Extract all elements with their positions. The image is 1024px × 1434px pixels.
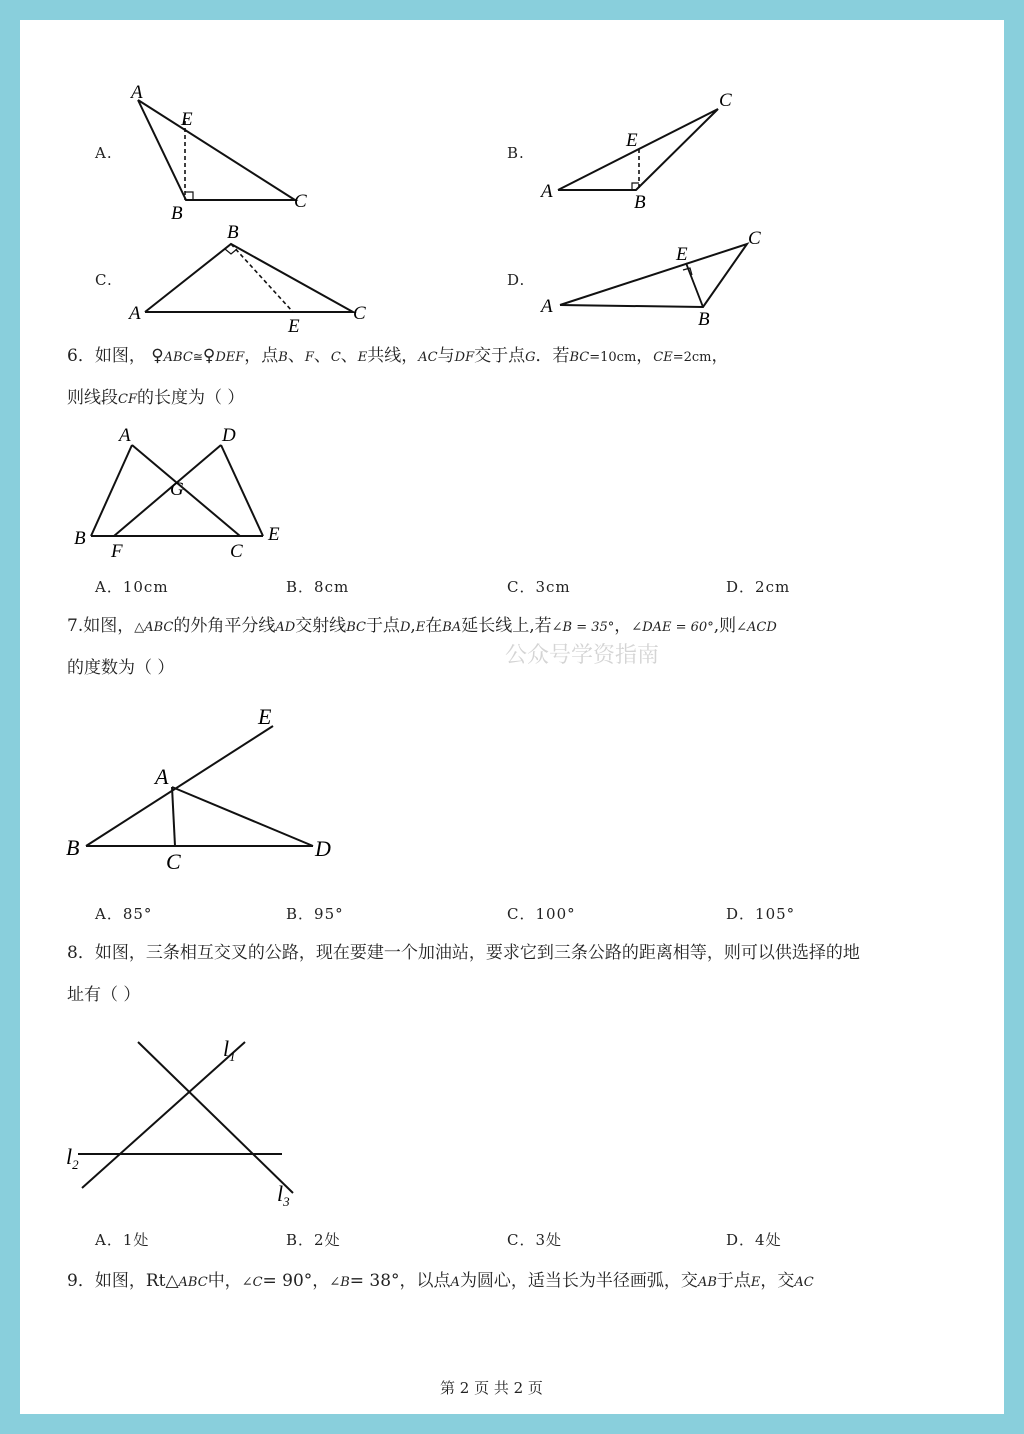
q6-vertex-e: E <box>268 524 280 545</box>
q5-d-vertex-e: E <box>676 244 688 265</box>
q5-figure-d <box>560 244 747 307</box>
q8-stem-line1: 8．如图，三条相互交叉的公路，现在要建一个加油站，要求它到三条公路的距离相等，则可以供选择的地 <box>67 943 860 963</box>
q5-a-vertex-e: E <box>181 109 193 130</box>
q5-c-vertex-c: C <box>353 303 366 324</box>
q5-b-vertex-c: C <box>719 90 732 111</box>
q7-option-d: D．105° <box>726 905 796 923</box>
q8-line1-label: $l_1$ <box>223 1036 236 1064</box>
q5-option-b-label: B. <box>507 144 525 162</box>
q7-vertex-a: A <box>155 764 169 789</box>
q6-vertex-g: G <box>170 479 184 500</box>
q9-stem-line1: 9．如图，Rt△ABC中，∠C= 90°，∠B= 38°，以点A为圆心，适当长为半径画弧，交AB于点E，交AC <box>67 1271 814 1291</box>
q5-b-vertex-a: A <box>541 181 553 202</box>
q5-figures <box>20 20 1004 350</box>
q5-d-vertex-c: C <box>748 228 761 249</box>
q7-vertex-d: D <box>315 836 331 861</box>
document-page <box>20 20 1004 1414</box>
q5-figure-b <box>558 109 718 190</box>
q6-option-b: B．8cm <box>286 578 350 596</box>
q5-a-vertex-c: C <box>294 191 307 212</box>
q7-vertex-e: E <box>258 704 272 729</box>
q5-c-vertex-e: E <box>288 316 300 337</box>
q6-stem-line2: 则线段CF的长度为（ ） <box>67 388 245 408</box>
q5-option-a-label: A. <box>95 144 113 162</box>
q7-option-a: A．85° <box>95 905 153 923</box>
q6-vertex-f: F <box>111 541 123 562</box>
q6-number: 6．如图， <box>67 346 146 366</box>
q6-vertex-b: B <box>74 528 86 549</box>
q6-vertex-c: C <box>230 541 243 562</box>
q6-option-d: D．2cm <box>726 578 791 596</box>
q8-option-a: A．1处 <box>95 1231 150 1249</box>
q8-stem-line2: 址有（ ） <box>67 985 141 1005</box>
q7-option-c: C．100° <box>507 905 576 923</box>
q5-a-vertex-a: A <box>131 82 143 103</box>
watermark: 公众号学资指南 <box>505 643 660 668</box>
q8-line3-label: $l_3$ <box>277 1181 290 1209</box>
q5-option-d-label: D. <box>507 271 526 289</box>
q5-option-c-label: C. <box>95 271 113 289</box>
q5-c-vertex-b: B <box>227 222 239 243</box>
q5-figure-c <box>145 244 353 312</box>
q5-d-vertex-a: A <box>541 296 553 317</box>
q6-option-c: C．3cm <box>507 578 571 596</box>
q7-option-b: B．95° <box>286 905 344 923</box>
q8-figure <box>60 1030 320 1210</box>
q6-vertex-d: D <box>222 425 236 446</box>
q7-vertex-b: B <box>66 835 80 860</box>
q5-a-vertex-b: B <box>171 203 183 224</box>
q6-figure <box>60 420 320 570</box>
q8-option-d: D．4处 <box>726 1231 782 1249</box>
q6-vertex-a: A <box>119 425 131 446</box>
q5-d-vertex-b: B <box>698 309 710 330</box>
page-footer: 第 2 页 共 2 页 <box>440 1379 543 1397</box>
q7-figure <box>60 700 360 900</box>
q6-stem-line1: 6．如图， ♀ABC≅♀DEF，点B、F、C、E共线，AC与DF交于点G．若BC=10cm，CE=2cm， <box>67 346 729 366</box>
q7-vertex-c: C <box>166 849 181 874</box>
q8-line2-label: $l_2$ <box>66 1144 79 1172</box>
q6-option-a: A．10cm <box>95 578 169 596</box>
q5-c-vertex-a: A <box>129 303 141 324</box>
q8-option-c: C．3处 <box>507 1231 563 1249</box>
q8-option-b: B．2处 <box>286 1231 341 1249</box>
q5-b-vertex-b: B <box>634 192 646 213</box>
q7-stem-line2: 的度数为（ ） <box>67 658 175 678</box>
q5-b-vertex-e: E <box>626 130 638 151</box>
q7-stem-line1: 7.如图，△ABC的外角平分线AD交射线BC于点D,E在BA延长线上,若∠B = 35°，∠DAE = 60°,则∠ACD <box>67 616 777 636</box>
q5-figure-a <box>138 100 295 200</box>
